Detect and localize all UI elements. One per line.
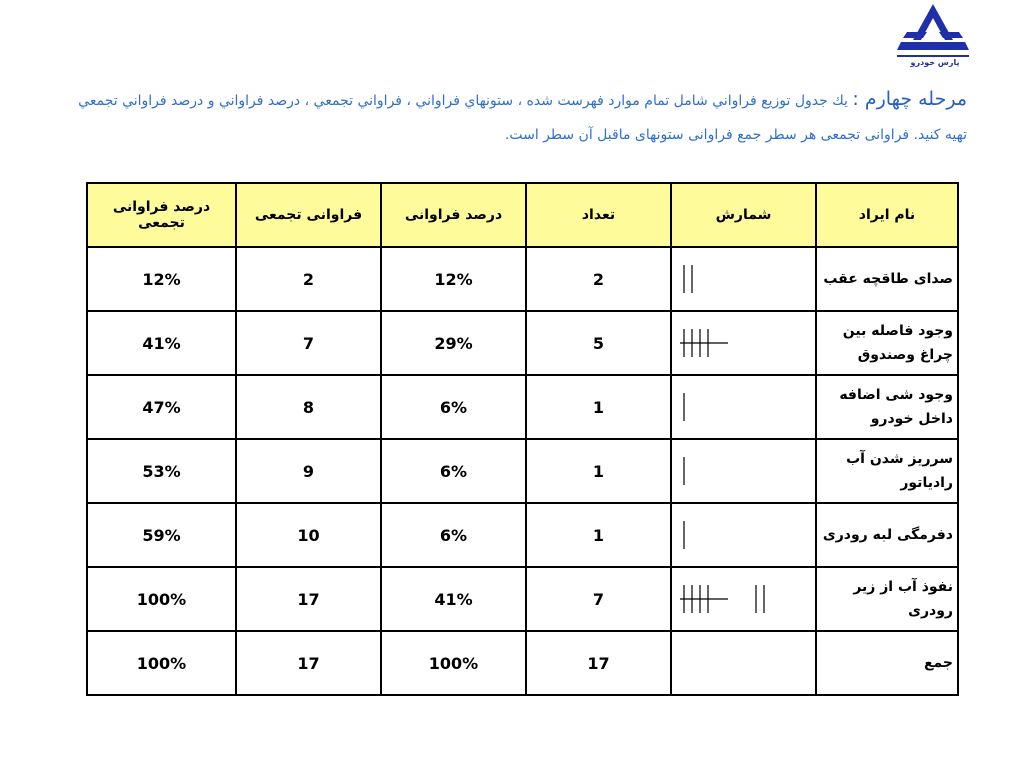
cell-cum-freq: 8: [236, 375, 381, 439]
cell-cum-pct: 41%: [87, 311, 236, 375]
instruction-text: [12, 82, 967, 152]
cell-freq-pct: 29%: [381, 311, 526, 375]
tally-marks-icon: [680, 389, 790, 425]
table-total-row: [87, 631, 958, 695]
cell-tally: [671, 567, 816, 631]
cell-total-tally: [671, 631, 816, 695]
cell-tally: [671, 503, 816, 567]
table-row: [87, 439, 958, 503]
cell-cum-pct: 59%: [87, 503, 236, 567]
tally-marks-icon: [680, 517, 790, 553]
cell-tally: [671, 375, 816, 439]
table-row: [87, 375, 958, 439]
cell-cum-freq: 7: [236, 311, 381, 375]
cell-name: دفرمگی لبه رودری: [816, 503, 958, 567]
logo-caption: پارس خودرو: [910, 58, 960, 67]
table-row: [87, 567, 958, 631]
cell-name: نفوذ آب از زیر رودری: [816, 567, 958, 631]
tally-marks-icon: [680, 581, 790, 617]
instruction-line-1: يك جدول توزيع فراواني شامل تمام موارد فهرست شده ، ستونهاي فراواني ، فراواني تجمعي ، درصد فراواني و درصد فراواني تجمعي: [78, 93, 853, 109]
cell-tally: [671, 311, 816, 375]
cell-total-label: جمع: [816, 631, 958, 695]
cell-total-freq-pct: 100%: [381, 631, 526, 695]
cell-total-count: 17: [526, 631, 671, 695]
cell-tally: [671, 247, 816, 311]
cell-total-cum-freq: 17: [236, 631, 381, 695]
header-name: نام ایراد: [816, 183, 958, 247]
cell-cum-pct: 12%: [87, 247, 236, 311]
tally-marks-icon: [680, 453, 790, 489]
cell-count: 1: [526, 503, 671, 567]
cell-name: وجود شی اضافه داخل خودرو: [816, 375, 958, 439]
header-tally: شمارش: [671, 183, 816, 247]
cell-freq-pct: 6%: [381, 375, 526, 439]
cell-count: 1: [526, 375, 671, 439]
header-cum-freq: فراوانی تجمعی: [236, 183, 381, 247]
cell-cum-pct: 100%: [87, 567, 236, 631]
cell-cum-freq: 2: [236, 247, 381, 311]
tally-marks-icon: [680, 261, 790, 297]
cell-count: 5: [526, 311, 671, 375]
cell-total-cum-pct: 100%: [87, 631, 236, 695]
cell-freq-pct: 6%: [381, 503, 526, 567]
cell-cum-freq: 9: [236, 439, 381, 503]
header-cum-pct: درصد فراوانی تجمعی: [87, 183, 236, 247]
cell-count: 2: [526, 247, 671, 311]
cell-name: وجود فاصله بین چراغ وصندوق: [816, 311, 958, 375]
cell-cum-freq: 17: [236, 567, 381, 631]
cell-cum-pct: 53%: [87, 439, 236, 503]
instruction-line-2: تهیه کنید. فراوانی تجمعی هر سطر جمع فراوانی ستونهای ماقبل آن سطر است.: [504, 127, 967, 143]
cell-count: 1: [526, 439, 671, 503]
cell-freq-pct: 12%: [381, 247, 526, 311]
cell-name: سرریز شدن آب رادیاتور: [816, 439, 958, 503]
cell-cum-pct: 47%: [87, 375, 236, 439]
table-row: [87, 311, 958, 375]
table-row: [87, 503, 958, 567]
cell-cum-freq: 10: [236, 503, 381, 567]
cell-name: صدای طاقچه عقب: [816, 247, 958, 311]
cell-count: 7: [526, 567, 671, 631]
table-header-row: [87, 183, 958, 247]
cell-tally: [671, 439, 816, 503]
header-count: تعداد: [526, 183, 671, 247]
table-row: [87, 247, 958, 311]
header-freq-pct: درصد فراوانی: [381, 183, 526, 247]
cell-freq-pct: 41%: [381, 567, 526, 631]
cell-freq-pct: 6%: [381, 439, 526, 503]
step-heading: مرحله چهارم :: [852, 88, 967, 110]
tally-marks-icon: [680, 325, 790, 361]
frequency-distribution-table: [86, 182, 959, 696]
